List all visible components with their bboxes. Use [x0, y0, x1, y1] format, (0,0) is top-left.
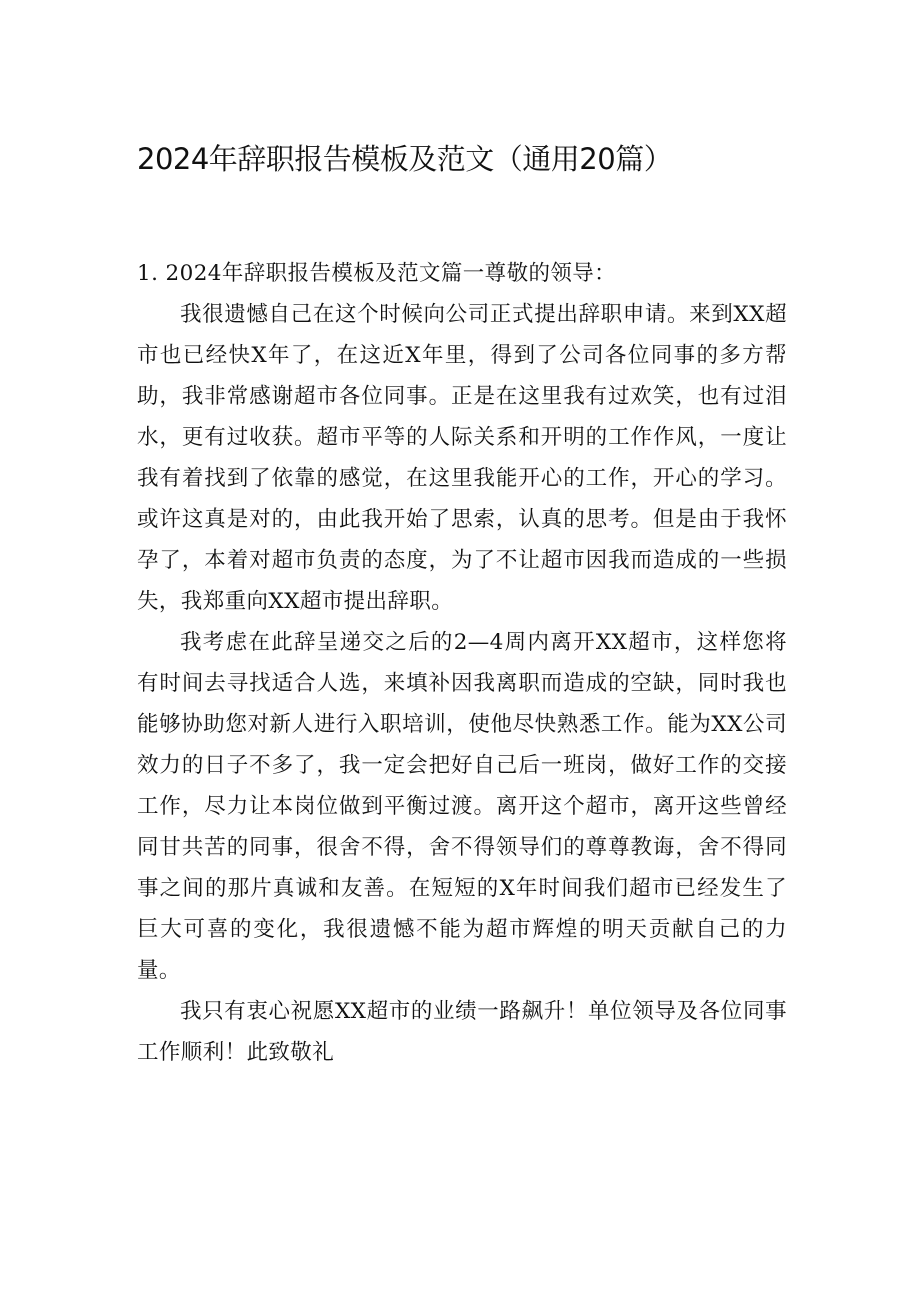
document-body: [137, 253, 787, 1073]
section-heading: 1. 2024年辞职报告模板及范文篇一尊敬的领导：: [137, 261, 617, 286]
body-paragraph: 我只有衷心祝愿XX超市的业绩一路飙升！单位领导及各位同事工作顺利！此致敬礼: [137, 999, 787, 1065]
document-title: 2024年辞职报告模板及范文（通用20篇）: [137, 142, 673, 177]
body-paragraph: 我很遗憾自己在这个时候向公司正式提出辞职申请。来到XX超市也已经快X年了，在这近X年里，得到了公司各位同事的多方帮助，我非常感谢超市各位同事。正是在这里我有过欢笑，也有过泪水，更有过收获。超市平等的人际关系和开明的工作作风，一度让我有着找到了依靠的感觉，在这里我能开心的工作，开心的学习。或许这真是对的，由此我开始了思索，认真的思考。但是由于我怀孕了，本着对超市负责的态度，为了不让超市因我而造成的一些损失，我郑重向XX超市提出辞职。: [137, 302, 787, 614]
body-paragraph: 我考虑在此辞呈递交之后的2—4周内离开XX超市，这样您将有时间去寻找适合人选，来填补因我离职而造成的空缺，同时我也能够协助您对新人进行入职培训，使他尽快熟悉工作。能为XX公司效力的日子不多了，我一定会把好自己后一班岗，做好工作的交接工作，尽力让本岗位做到平衡过渡。离开这个超市，离开这些曾经同甘共苦的同事，很舍不得，舍不得领导们的尊尊教诲，舍不得同事之间的那片真诚和友善。在短短的X年时间我们超市已经发生了巨大可喜的变化，我很遗憾不能为超市辉煌的明天贡献自己的力量。: [137, 630, 787, 983]
